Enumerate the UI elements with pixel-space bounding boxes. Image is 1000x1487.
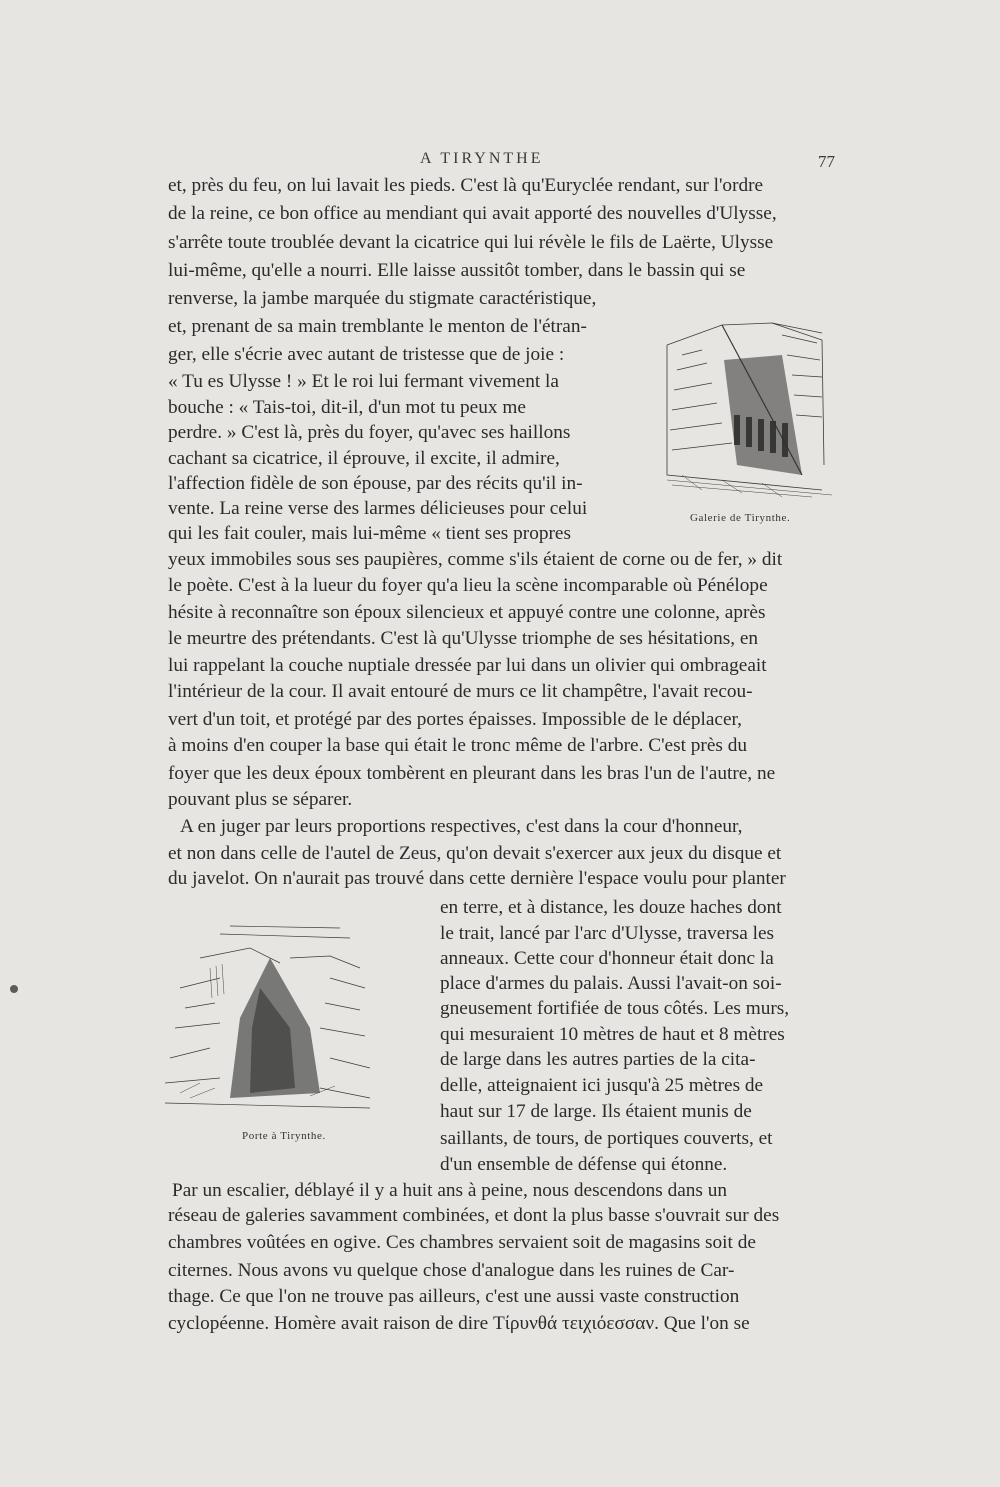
text-line: « Tu es Ulysse ! » Et le roi lui fermant vivement la bbox=[168, 371, 559, 392]
text-line: gneusement fortifiée de tous côtés. Les murs, bbox=[440, 998, 790, 1019]
text-line: hésite à reconnaître son époux silencieux et appuyé contre une colonne, après bbox=[168, 602, 766, 623]
text-line: l'affection fidèle de son épouse, par des récits qu'il in- bbox=[168, 473, 583, 494]
text-line: cachant sa cicatrice, il éprouve, il excite, il admire, bbox=[168, 448, 560, 469]
text-line: qui mesuraient 10 mètres de haut et 8 mètres bbox=[440, 1024, 785, 1045]
ink-spot bbox=[10, 985, 18, 993]
text-line: chambres voûtées en ogive. Ces chambres servaient soit de magasins soit de bbox=[168, 1232, 756, 1253]
text-line: le trait, lancé par l'arc d'Ulysse, traversa les bbox=[440, 923, 775, 944]
text-line: de la reine, ce bon office au mendiant qui avait apporté des nouvelles d'Ulysse, bbox=[168, 203, 777, 224]
text-line: de large dans les autres parties de la cita- bbox=[440, 1049, 756, 1070]
text-line: à moins d'en couper la base qui était le tronc même de l'arbre. C'est près du bbox=[168, 735, 748, 756]
text-line: delle, atteignaient ici jusqu'à 25 mètres de bbox=[440, 1075, 764, 1096]
gate-caption: Porte à Tirynthe. bbox=[242, 1130, 326, 1142]
text-line: qui les fait couler, mais lui-même « tient ses propres bbox=[168, 523, 571, 544]
gallery-illustration bbox=[662, 315, 832, 500]
text-line: le poète. C'est à la lueur du foyer qu'a lieu la scène incomparable où Pénélope bbox=[168, 575, 768, 596]
text-line: d'un ensemble de défense qui étonne. bbox=[440, 1154, 728, 1175]
text-line: pouvant plus se séparer. bbox=[168, 789, 353, 810]
gate-illustration bbox=[160, 918, 375, 1113]
text-line: thage. Ce que l'on ne trouve pas ailleurs, c'est une aussi vaste construction bbox=[168, 1286, 740, 1307]
text-line: yeux immobiles sous ses paupières, comme s'ils étaient de corne ou de fer, » dit bbox=[168, 549, 783, 570]
text-line: du javelot. On n'aurait pas trouvé dans cette dernière l'espace voulu pour planter bbox=[168, 868, 786, 889]
text-line: place d'armes du palais. Aussi l'avait-on soi- bbox=[440, 973, 782, 994]
text-line: ger, elle s'écrie avec autant de tristesse que de joie : bbox=[168, 344, 565, 365]
text-line: vente. La reine verse des larmes délicieuses pour celui bbox=[168, 498, 588, 519]
text-line: anneaux. Cette cour d'honneur était donc la bbox=[440, 948, 774, 969]
running-title: A TIRYNTHE bbox=[420, 150, 544, 167]
text-line: réseau de galeries savamment combinées, et dont la plus basse s'ouvrait sur des bbox=[168, 1205, 780, 1226]
text-line: lui-même, qu'elle a nourri. Elle laisse aussitôt tomber, dans le bassin qui se bbox=[168, 260, 746, 281]
text-line: Par un escalier, déblayé il y a huit ans à peine, nous descendons dans un bbox=[172, 1180, 728, 1201]
text-line: foyer que les deux époux tombèrent en pleurant dans les bras l'un de l'autre, ne bbox=[168, 763, 776, 784]
text-line: l'intérieur de la cour. Il avait entouré de murs ce lit champêtre, l'avait recou- bbox=[168, 681, 753, 702]
gallery-caption: Galerie de Tirynthe. bbox=[690, 512, 791, 524]
text-line: renverse, la jambe marquée du stigmate caractéristique, bbox=[168, 288, 597, 309]
text-line: lui rappelant la couche nuptiale dressée par lui dans un olivier qui ombrageait bbox=[168, 655, 767, 676]
text-line: s'arrête toute troublée devant la cicatrice qui lui révèle le fils de Laërte, Ulysse bbox=[168, 232, 774, 253]
text-line: saillants, de tours, de portiques couverts, et bbox=[440, 1128, 773, 1149]
page-number: 77 bbox=[818, 152, 835, 171]
text-line: et, près du feu, on lui lavait les pieds. C'est là qu'Euryclée rendant, sur l'ordre bbox=[168, 175, 764, 196]
text-line: haut sur 17 de large. Ils étaient munis de bbox=[440, 1101, 752, 1122]
text-line: et non dans celle de l'autel de Zeus, qu'on devait s'exercer aux jeux du disque et bbox=[168, 843, 782, 864]
text-line: citernes. Nous avons vu quelque chose d'analogue dans les ruines de Car- bbox=[168, 1260, 735, 1281]
text-line: et, prenant de sa main tremblante le menton de l'étran- bbox=[168, 316, 587, 337]
text-line: en terre, et à distance, les douze haches dont bbox=[440, 897, 782, 918]
text-line: cyclopéenne. Homère avait raison de dire Τίρυνθά τειχιόεσσαν. Que l'on se bbox=[168, 1313, 750, 1334]
text-line: A en juger par leurs proportions respectives, c'est dans la cour d'honneur, bbox=[180, 816, 743, 837]
text-line: le meurtre des prétendants. C'est là qu'Ulysse triomphe de ses hésitations, en bbox=[168, 628, 759, 649]
text-line: perdre. » C'est là, près du foyer, qu'avec ses haillons bbox=[168, 422, 571, 443]
text-line: bouche : « Tais-toi, dit-il, d'un mot tu peux me bbox=[168, 397, 526, 418]
text-line: vert d'un toit, et protégé par des portes épaisses. Impossible de le déplacer, bbox=[168, 709, 742, 730]
